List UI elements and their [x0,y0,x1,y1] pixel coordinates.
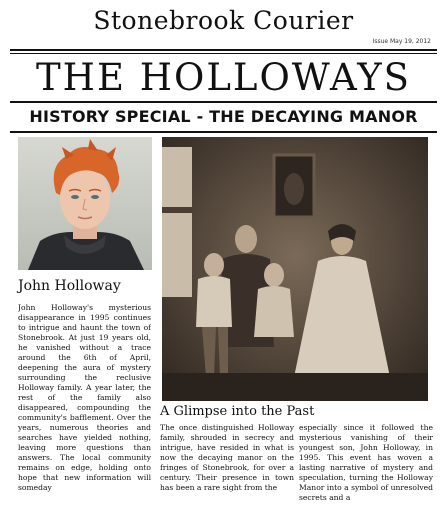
profile-body: John Holloway's mysterious disappearance in 1995 continues to intrigue and haunt the town of Stonebrook. At just 19 years old, he vanished without a trace around the 6th of April, deepening the aura of mystery surrounding the reclusive Holloway family. A year later, the rest of the family also disappeared, compounding the community's bafflement. Over the years, numerous theories and searches have yielded nothing, leaving more questions than answers. The local community remains on edge, holding onto hope that new information will someday [18,303,151,492]
profile-heading: John Holloway [18,278,121,294]
masthead-rule [10,49,437,51]
article-column-1: The once distinguished Holloway family, shrouded in secrecy and intrigue, have resided in what is now the decaying manor on the fringes of Stonebrook, for over a century. Their presence in town has been a rare sight from the [160,423,294,492]
issue-date: Issue May 19, 2012 [372,38,431,45]
article-column-2: especially since it followed the mysterious vanishing of their youngest son, John Holloway, in 1995. This event has woven a lasting narrative of mystery and speculation, turning the Holloway Manor into a symbol of unresolved secrets and a [299,423,433,502]
family-photo [162,137,428,401]
article-heading: A Glimpse into the Past [160,404,315,419]
masthead-rule-thin [10,53,437,54]
portrait-photo [18,137,152,270]
subheadline-rule [10,131,437,133]
subheadline: HISTORY SPECIAL - THE DECAYING MANOR [29,107,418,126]
masthead-title: Stonebrook Courier [93,6,354,35]
headline-rule [10,101,437,103]
headline: THE HOLLOWAYS [36,56,411,99]
